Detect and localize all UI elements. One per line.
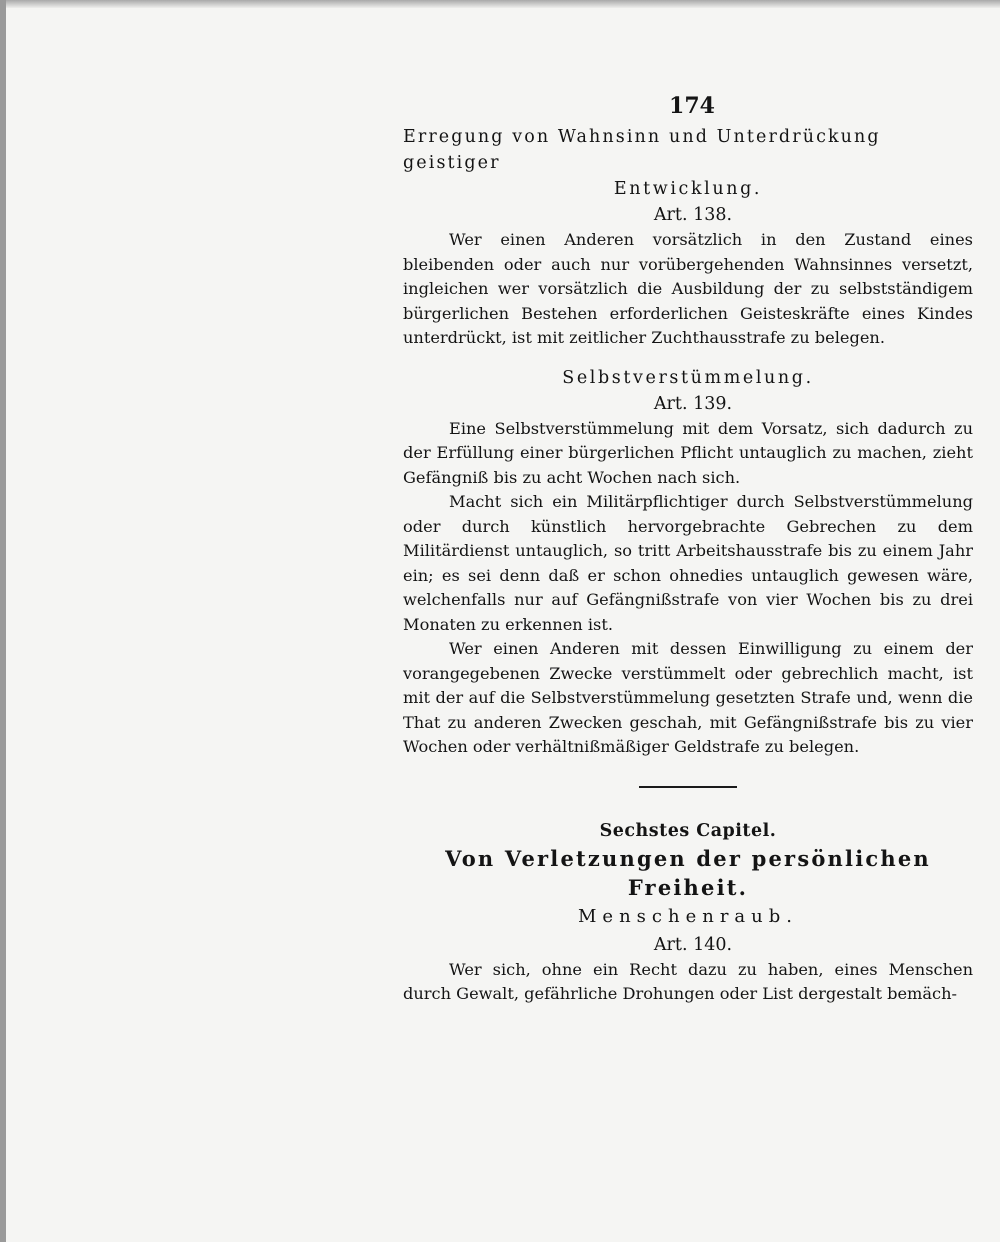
article-138-paragraph: Wer einen Anderen vorsätzlich in den Zustand eines bleibenden oder auch nur vorübergehenden Wahnsinnes versetzt, ingleichen wer vorsätzlich die Ausbildung der zu selbstständigem bürgerlichen Bestehen erforderlichen Geisteskräfte eines Kindes unterdrückt, ist mit zeitlicher Zuchthausstrafe zu belegen. (403, 230, 973, 347)
section-heading-138-line1: Erregung von Wahnsinn und Unterdrückung geistiger (403, 127, 881, 173)
spacer (403, 351, 973, 365)
section-divider-rule (639, 786, 737, 788)
spacer (403, 760, 973, 786)
chapter-label: Sechstes Capitel. (599, 820, 777, 841)
text-block (403, 88, 973, 1007)
article-number-140: Art. 140. (653, 934, 733, 955)
chapter-title-line1: Von Verletzungen der persönlichen (445, 845, 931, 871)
article-139-paragraph-3: Wer einen Anderen mit dessen Einwilligung zu einem der vorangegebenen Zwecke verstümmelt oder gebrechlich macht, ist mit der auf die Selbstverstümmelung gesetzten Strafe und, wenn die That zu anderen Zwecken geschah, mit Gefängnißstrafe bis zu vier Wochen oder verhältnißmäßiger Geldstrafe zu belegen. (403, 639, 973, 756)
chapter-title-line2: Freiheit. (627, 874, 749, 900)
article-139-paragraph-1: Eine Selbstverstümmelung mit dem Vorsatz, sich dadurch zu der Erfüllung einer bürgerlichen Pflicht untauglich zu machen, zieht Gefängniß bis zu acht Wochen nach sich. (403, 418, 973, 487)
article-140-paragraph: Wer sich, ohne ein Recht dazu zu haben, eines Menschen durch Gewalt, gefährliche Drohungen oder List dergestalt bemäch- (403, 959, 973, 1003)
page-top-edge (0, 0, 1000, 8)
spacer (403, 788, 973, 818)
article-number-139: Art. 139. (653, 393, 733, 414)
article-139-paragraph-2: Macht sich ein Militärpflichtiger durch Selbstverstümmelung oder durch künstlich hervorgebrachte Gebrechen zu dem Militärdienst untauglich, so tritt Arbeitshausstrafe bis zu einem Jahr ein; es sei denn daß er schon ohnedies untauglich gewesen wäre, welchenfalls nur auf Gefängnißstrafe von vier Wochen bis zu drei Monaten zu erkennen ist. (403, 492, 973, 634)
page-binding-edge (0, 0, 6, 1242)
page-number: 174 (669, 93, 715, 119)
section-heading-139: Selbstverstümmelung. (562, 367, 814, 388)
article-number-138: Art. 138. (653, 205, 733, 225)
section-heading-138-line2: Entwicklung. (613, 179, 763, 199)
section-heading-140: Menschenraub. (577, 905, 798, 927)
